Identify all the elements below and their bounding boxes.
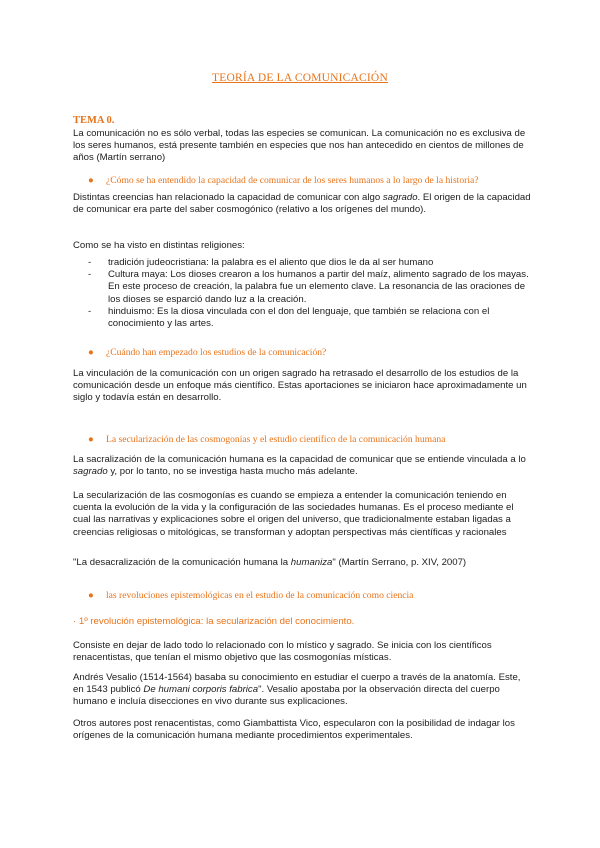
heading-text: las revoluciones epistemológicas en el estudio de la comunicación como ciencia: [106, 590, 414, 601]
question-text: ¿Cuándo han empezado los estudios de la comunicación?: [106, 347, 327, 358]
quote-paragraph: [73, 557, 533, 569]
paragraph-secularizacion: La secularización de las cosmogonías es cuando se empieza a entender la comunicación teniendo en cuenta la evolución de la vida y la configuración de las sociedades humanas. Es el proceso mediante el cual las narrativas y explicaciones sobre el origen del universo, que tradicionalmente estaban ligadas a creencias religiosas o mitológicas, se transforman y adoptan perspectivas más científicas y racionales: [73, 490, 514, 538]
list-item: [88, 306, 538, 330]
dash-marker: -: [88, 305, 92, 317]
section-heading-secularizacion: [88, 434, 548, 446]
text-run: Distintas creencias han relacionado la capacidad de comunicar con algo: [73, 192, 383, 203]
text-run: "La desacralización de la comunicación humana la: [73, 557, 291, 568]
emphasis-text: humaniza: [290, 557, 333, 568]
dash-marker: -: [88, 269, 92, 281]
paragraph-sacralizacion: [73, 454, 533, 478]
list-item-text: tradición judeocristiana: la palabra es el aliento que dios le da al ser humano: [108, 257, 434, 268]
emphasis-text: sagrado: [382, 192, 418, 203]
list-item: [88, 257, 538, 269]
dash-marker: -: [88, 257, 92, 268]
paragraph-vico: Otros autores post renacentistas, como Giambattista Vico, especularon con la posibilidad de indagar los orígenes de la comunicación humana mediante procedimientos experimentales.: [73, 718, 515, 742]
paragraph-vesalio: [73, 672, 533, 709]
religions-intro: Como se ha visto en distintas religiones:: [73, 240, 245, 251]
text-run: . El origen de la capacidad de comunicar era parte del saber cosmogónico (relativo a los orígenes del mundo).: [73, 192, 531, 216]
bullet-icon: ●: [88, 590, 94, 601]
text-run: ". Vesalio apostaba por la observación directa del cuerpo humano e incluía disecciones en vivo durante sus explicaciones.: [73, 684, 500, 708]
section-heading-revoluciones: [88, 590, 548, 602]
bullet-icon: ●: [88, 347, 94, 358]
list-item: [88, 269, 538, 306]
question-heading-2: [88, 347, 548, 359]
list-item-text: hinduismo: Es la diosa vinculada con el don del lenguaje, que también se relaciona con el conocimiento y las artes.: [108, 305, 490, 330]
bullet-icon: ●: [88, 175, 94, 186]
emphasis-text: sagrado: [73, 466, 108, 478]
heading-text: La secularización de las cosmogonías y el estudio científico de la comunicación humana: [106, 434, 446, 445]
paragraph-creencias: [73, 192, 533, 216]
intro-paragraph: La comunicación no es sólo verbal, todas las especies se comunican. La comunicación no es exclusiva de los seres humanos, está presente también en especies que nos han antecedido en cientos de millones de años (Martín serrano): [73, 128, 526, 164]
emphasis-text: De humani corporis fabrica: [143, 684, 259, 696]
document-title: TEORÍA DE LA COMUNICACIÓN: [212, 72, 388, 84]
text-run: y, por lo tanto, no se investiga hasta mucho más adelante.: [107, 466, 358, 478]
religions-list: [88, 257, 538, 330]
paragraph-vinculacion: La vinculación de la comunicación con un origen sagrado ha retrasado el desarrollo de los estudios de la comunicación desde un enfoque más científico. Estas aportaciones se iniciaron hace aproximadamente un siglo y todavía están en desarrollo.: [73, 368, 527, 404]
question-heading-1: [88, 175, 548, 187]
bullet-icon: ●: [88, 434, 94, 445]
list-item-text: Cultura maya: Los dioses crearon a los humanos a partir del maíz, alimento sagrado de los mayas. En este proceso de creación, la palabra fue un elemento clave. La resonancia de las oraciones de los dioses se esparció dando luz a la creación.: [108, 269, 529, 305]
section-label: TEMA 0.: [73, 115, 115, 126]
question-text: ¿Cómo se ha entendido la capacidad de comunicar de los seres humanos a lo largo de la historia?: [106, 175, 479, 186]
subheading-revolucion-1: · 1º revolución epistemológica: la secularización del conocimiento.: [73, 616, 355, 627]
text-run: Andrés Vesalio (1514-1564) basaba su conocimiento en estudiar el cuerpo a través de la anatomía. Este, en 1543 publicó: [73, 672, 521, 696]
paragraph-consiste: Consiste en dejar de lado todo lo relacionado con lo místico y sagrado. Se inicia con los científicos renacentistas, que tenían el mismo objetivo que las cosmogonías místicas.: [73, 640, 492, 664]
text-run: La sacralización de la comunicación humana es la capacidad de comunicar que se entiende vinculada a lo: [73, 454, 526, 465]
text-run: " (Martín Serrano, p. XIV, 2007): [332, 557, 467, 568]
